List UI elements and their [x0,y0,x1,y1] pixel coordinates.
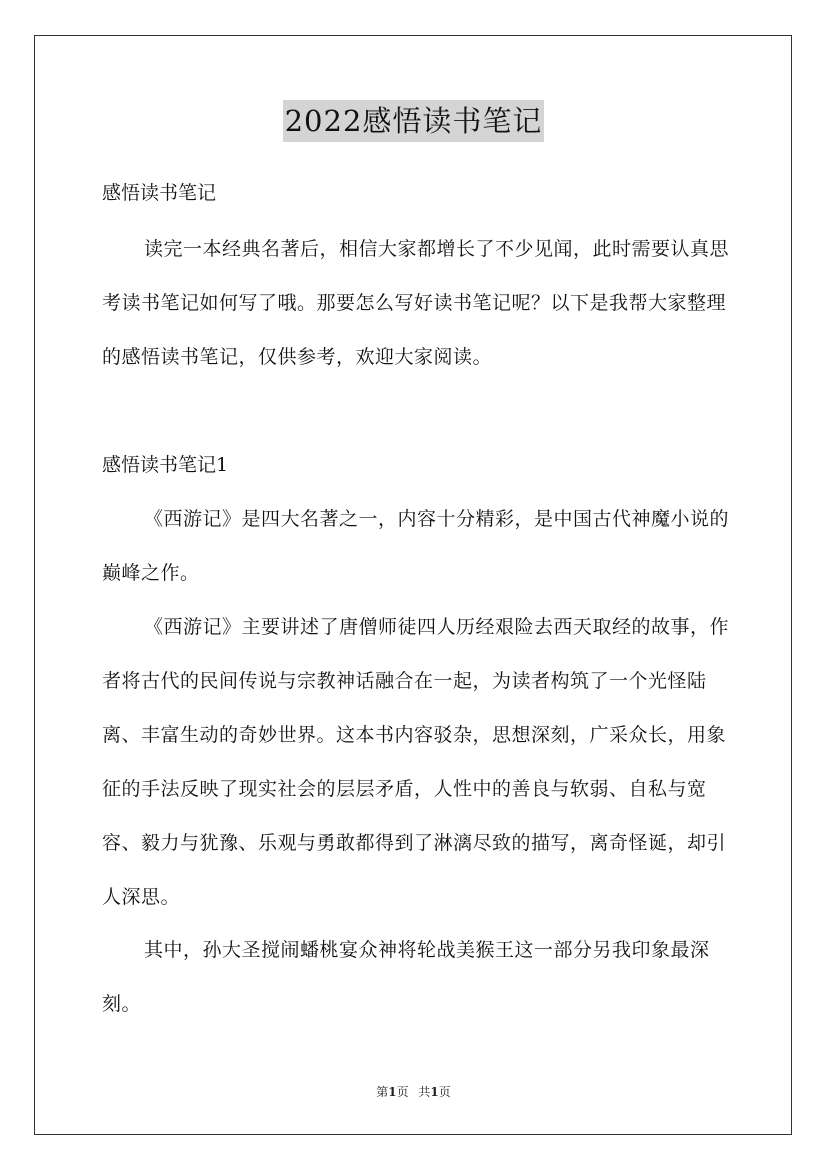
total-prefix: 共 [418,1085,431,1099]
total-suffix: 页 [438,1085,451,1099]
intro-heading: 感悟读书笔记 [102,182,217,204]
section1-paragraph-2: 《西游记》主要讲述了唐僧师徒四人历经艰险去西天取经的故事，作者将古代的民间传说与宗教神话融合在一起，为读者构筑了一个光怪陆离、丰富生动的奇妙世界。这本书内容驳杂，思想深刻，广采众长，用象征的手法反映了现实社会的层层矛盾，人性中的善良与软弱、自私与宽容、毅力与犹豫、乐观与勇敢都得到了淋漓尽致的描写，离奇怪诞，却引人深思。 [102,616,730,908]
page-number [376,1085,408,1099]
section1-heading: 感悟读书笔记1 [102,454,229,476]
page-footer [0,1083,827,1101]
page-suffix: 页 [396,1085,409,1099]
total-count: 1 [430,1085,439,1099]
current-page: 1 [388,1085,397,1099]
section1-paragraph-3: 其中，孙大圣搅闹蟠桃宴众神将轮战美猴王这一部分另我印象最深刻。 [102,939,710,1015]
section1-paragraph-1: 《西游记》是四大名著之一，内容十分精彩，是中国古代神魔小说的巅峰之作。 [102,508,730,584]
page-prefix: 第 [376,1085,389,1099]
total-pages [418,1085,450,1099]
document-title: 2022感悟读书笔记 [283,100,545,142]
intro-paragraph: 读完一本经典名著后，相信大家都增长了不少见闻，此时需要认真思考读书笔记如何写了哦。那要怎么写好读书笔记呢？以下是我帮大家整理的感悟读书笔记，仅供参考，欢迎大家阅读。 [102,238,730,368]
title-container [0,100,827,142]
